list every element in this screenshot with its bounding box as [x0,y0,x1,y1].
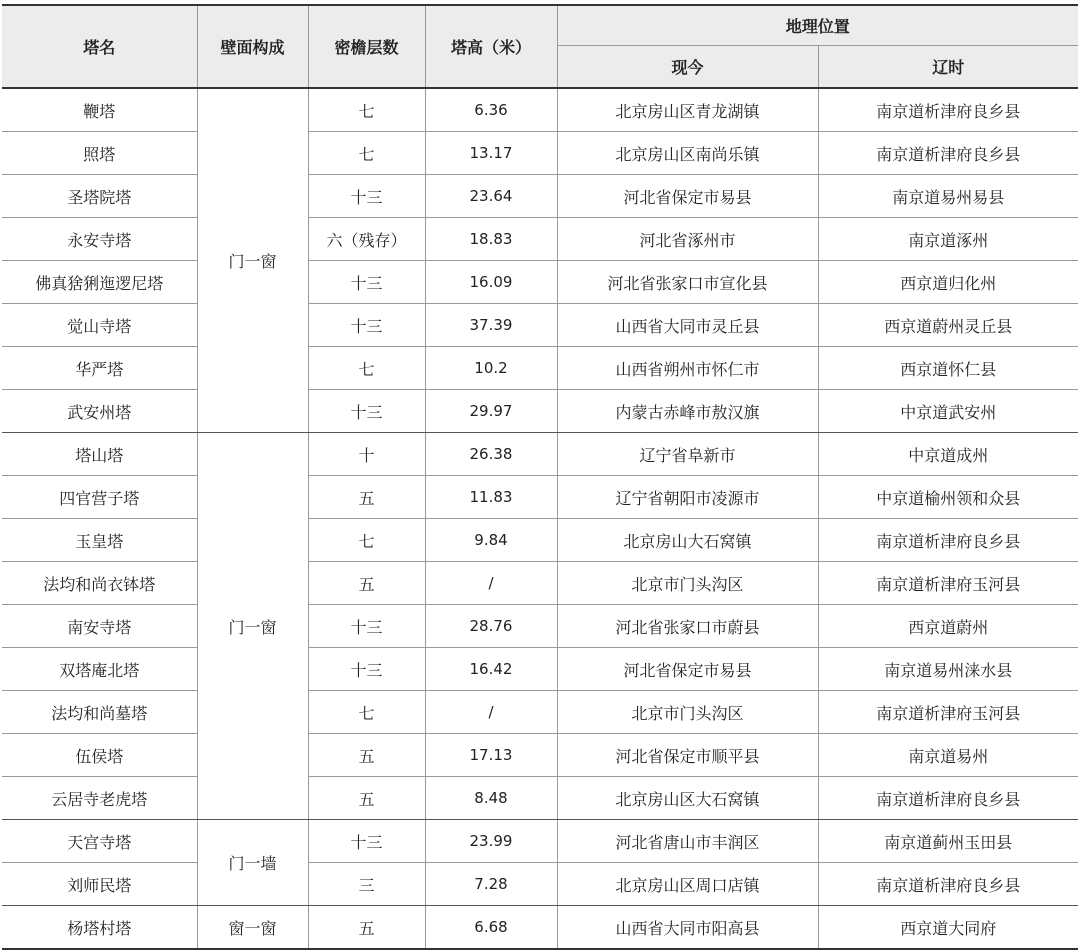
modern-location-cell: 河北省张家口市蔚县 [557,605,818,648]
modern-location-cell: 山西省大同市灵丘县 [557,304,818,347]
liao-location-cell: 南京道析津府良乡县 [818,777,1078,820]
pagoda-name-cell: 鞭塔 [2,88,197,132]
pagoda-table [2,4,1078,950]
table-row [2,777,1078,820]
liao-location-cell: 南京道析津府玉河县 [818,562,1078,605]
modern-location-cell: 北京房山区南尚乐镇 [557,132,818,175]
pagoda-name-cell: 玉皇塔 [2,519,197,562]
wall-composition-cell: 门一窗 [197,88,308,433]
height-cell: 29.97 [425,390,557,433]
modern-location-cell: 北京市门头沟区 [557,691,818,734]
height-cell: / [425,562,557,605]
eaves-count-cell: 十 [308,433,425,476]
header-liao: 辽时 [818,46,1078,89]
height-cell: 23.64 [425,175,557,218]
liao-location-cell: 南京道析津府良乡县 [818,132,1078,175]
eaves-count-cell: 十三 [308,175,425,218]
eaves-count-cell: 十三 [308,820,425,863]
modern-location-cell: 河北省保定市顺平县 [557,734,818,777]
liao-location-cell: 中京道武安州 [818,390,1078,433]
height-cell: 28.76 [425,605,557,648]
table-header [2,5,1078,88]
liao-location-cell: 中京道榆州领和众县 [818,476,1078,519]
eaves-count-cell: 五 [308,906,425,950]
eaves-count-cell: 六（残存） [308,218,425,261]
table-row [2,734,1078,777]
liao-location-cell: 南京道析津府玉河县 [818,691,1078,734]
modern-location-cell: 河北省唐山市丰润区 [557,820,818,863]
modern-location-cell: 北京房山区青龙湖镇 [557,88,818,132]
height-cell: 7.28 [425,863,557,906]
table-row [2,648,1078,691]
table-body [2,88,1078,949]
header-modern: 现今 [557,46,818,89]
pagoda-name-cell: 永安寺塔 [2,218,197,261]
liao-location-cell: 南京道析津府良乡县 [818,519,1078,562]
eaves-count-cell: 五 [308,476,425,519]
modern-location-cell: 河北省保定市易县 [557,648,818,691]
pagoda-name-cell: 天宫寺塔 [2,820,197,863]
eaves-count-cell: 七 [308,132,425,175]
pagoda-name-cell: 双塔庵北塔 [2,648,197,691]
table-row [2,476,1078,519]
pagoda-name-cell: 圣塔院塔 [2,175,197,218]
liao-location-cell: 西京道蔚州灵丘县 [818,304,1078,347]
liao-location-cell: 中京道成州 [818,433,1078,476]
eaves-count-cell: 十三 [308,261,425,304]
pagoda-name-cell: 觉山寺塔 [2,304,197,347]
table-row [2,820,1078,863]
modern-location-cell: 北京房山区周口店镇 [557,863,818,906]
height-cell: 37.39 [425,304,557,347]
wall-composition-cell: 门一窗 [197,433,308,820]
liao-location-cell: 西京道怀仁县 [818,347,1078,390]
pagoda-name-cell: 南安寺塔 [2,605,197,648]
eaves-count-cell: 五 [308,734,425,777]
header-height: 塔高（米） [425,5,557,88]
modern-location-cell: 山西省朔州市怀仁市 [557,347,818,390]
table-row [2,605,1078,648]
table-row [2,304,1078,347]
height-cell: / [425,691,557,734]
liao-location-cell: 南京道易州涞水县 [818,648,1078,691]
table-row [2,562,1078,605]
table-row [2,433,1078,476]
modern-location-cell: 河北省张家口市宣化县 [557,261,818,304]
pagoda-name-cell: 云居寺老虎塔 [2,777,197,820]
modern-location-cell: 内蒙古赤峰市敖汉旗 [557,390,818,433]
pagoda-name-cell: 伍侯塔 [2,734,197,777]
pagoda-name-cell: 四官营子塔 [2,476,197,519]
height-cell: 16.09 [425,261,557,304]
liao-location-cell: 南京道析津府良乡县 [818,863,1078,906]
modern-location-cell: 北京市门头沟区 [557,562,818,605]
eaves-count-cell: 五 [308,777,425,820]
pagoda-name-cell: 法均和尚墓塔 [2,691,197,734]
liao-location-cell: 西京道蔚州 [818,605,1078,648]
header-wall: 壁面构成 [197,5,308,88]
pagoda-name-cell: 照塔 [2,132,197,175]
eaves-count-cell: 十三 [308,605,425,648]
header-name: 塔名 [2,5,197,88]
height-cell: 23.99 [425,820,557,863]
header-eaves: 密檐层数 [308,5,425,88]
height-cell: 8.48 [425,777,557,820]
height-cell: 11.83 [425,476,557,519]
height-cell: 6.36 [425,88,557,132]
height-cell: 10.2 [425,347,557,390]
table-row [2,390,1078,433]
table-row [2,261,1078,304]
pagoda-name-cell: 杨塔村塔 [2,906,197,950]
eaves-count-cell: 十三 [308,648,425,691]
height-cell: 9.84 [425,519,557,562]
height-cell: 17.13 [425,734,557,777]
eaves-count-cell: 五 [308,562,425,605]
modern-location-cell: 山西省大同市阳高县 [557,906,818,950]
eaves-count-cell: 七 [308,88,425,132]
height-cell: 6.68 [425,906,557,950]
liao-location-cell: 南京道易州 [818,734,1078,777]
header-location: 地理位置 [557,5,1078,46]
table-row [2,88,1078,132]
height-cell: 13.17 [425,132,557,175]
pagoda-name-cell: 刘师民塔 [2,863,197,906]
table-row [2,132,1078,175]
wall-composition-cell: 窗一窗 [197,906,308,950]
modern-location-cell: 河北省涿州市 [557,218,818,261]
eaves-count-cell: 十三 [308,304,425,347]
pagoda-table-container [2,4,1078,950]
liao-location-cell: 南京道蓟州玉田县 [818,820,1078,863]
eaves-count-cell: 七 [308,519,425,562]
table-row [2,906,1078,950]
pagoda-name-cell: 佛真猞猁迤逻尼塔 [2,261,197,304]
liao-location-cell: 西京道大同府 [818,906,1078,950]
liao-location-cell: 西京道归化州 [818,261,1078,304]
height-cell: 18.83 [425,218,557,261]
height-cell: 16.42 [425,648,557,691]
eaves-count-cell: 七 [308,347,425,390]
wall-composition-cell: 门一墙 [197,820,308,906]
modern-location-cell: 北京房山区大石窝镇 [557,777,818,820]
eaves-count-cell: 三 [308,863,425,906]
pagoda-name-cell: 华严塔 [2,347,197,390]
eaves-count-cell: 十三 [308,390,425,433]
table-row [2,691,1078,734]
table-row [2,863,1078,906]
table-row [2,218,1078,261]
modern-location-cell: 河北省保定市易县 [557,175,818,218]
pagoda-name-cell: 法均和尚衣钵塔 [2,562,197,605]
liao-location-cell: 南京道易州易县 [818,175,1078,218]
table-row [2,175,1078,218]
modern-location-cell: 辽宁省朝阳市凌源市 [557,476,818,519]
modern-location-cell: 北京房山大石窝镇 [557,519,818,562]
eaves-count-cell: 七 [308,691,425,734]
table-row [2,347,1078,390]
height-cell: 26.38 [425,433,557,476]
modern-location-cell: 辽宁省阜新市 [557,433,818,476]
pagoda-name-cell: 塔山塔 [2,433,197,476]
table-row [2,519,1078,562]
pagoda-name-cell: 武安州塔 [2,390,197,433]
liao-location-cell: 南京道涿州 [818,218,1078,261]
liao-location-cell: 南京道析津府良乡县 [818,88,1078,132]
